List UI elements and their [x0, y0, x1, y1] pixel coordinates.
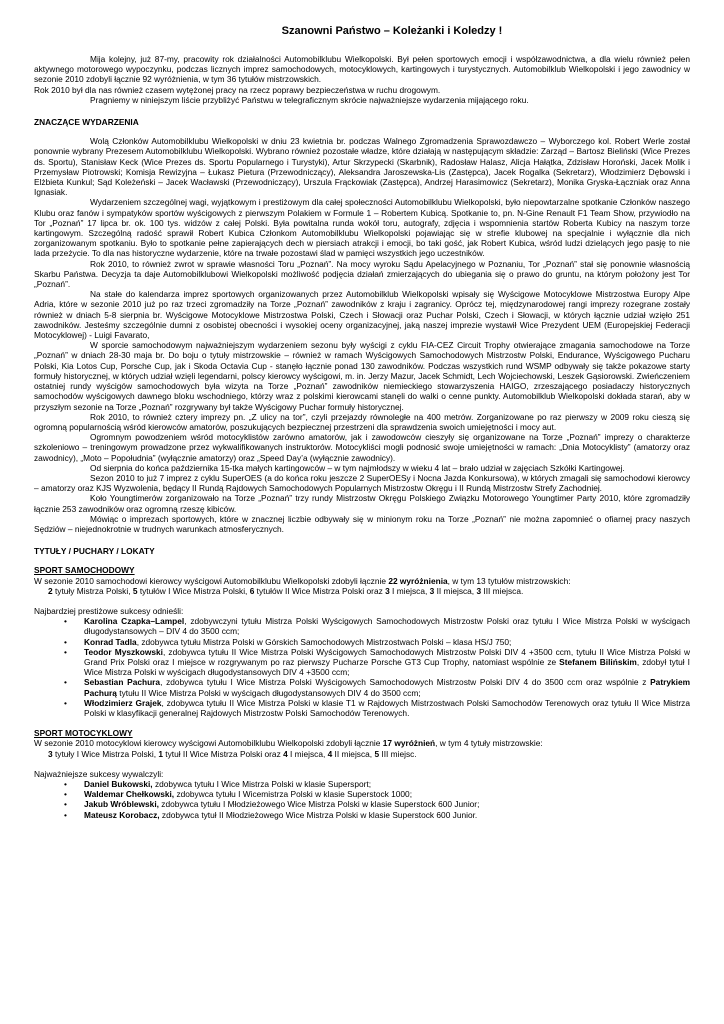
events-paragraph: Wolą Członków Automobilklubu Wielkopolski w dniu 23 kwietnia br. podczas Walnego Zgromadzenia Sprawozdawczo – Wyborczego kol. Robert Werle został ponownie wybrany Prezesem Automobilklubu Wielkopolski. Wybrano również pozostałe władze, które działają w następującym składzie: Zarząd – Bartosz Bieliński (Wice Prezes ds. Sportu), Stanisław Keck (Wice Prezes ds. Sportu Popularnego i Turystyki), Artur Skrzypecki (Skarbnik), Radosław Halasz, Alicja Hałątka, Zdzisław Horoński, Jacek Molik i Przemysław Piotrowski; Komisja Rewizyjna – Łukasz Pietura (Przewodniczący), Aleksandra Jaroszewska-Lis (Zastępca), Jacek Rogalka (Sekretarz), Włodzimierz Dębowski i Elżbieta Kunkul; Sąd Koleżeński – Jacek Wacławski (Przewodniczący), Urszula Frąckowiak (Zastępca), Andrzej Harasimowicz (Sekretarz), Monika Gryska-Łączniak oraz Anna Ignasiak.	[34, 136, 690, 198]
events-paragraph: Sezon 2010 to już 7 imprez z cyklu SuperOES (a do końca roku jeszcze 2 SuperOESy i Nocna Jazda Konkursowa), w których zmagali się samochodowi kierowcy – amatorzy oraz KJS Wyzwolenia, będący II Rundą Rajdowych Samochodowych Popularnych Mistrzostw Okręgu i II Rundą Mistrzostw Strefy Zachodniej.	[34, 472, 690, 494]
moto-sport-list	[34, 779, 690, 820]
events-paragraph: Koło Youngtimerów zorganizowało na Torze „Poznań” trzy rundy Mistrzostw Okręgu Polskiego Związku Motorowego Youngtimer Party 2010, które zgromadziły łącznie 253 zawodników oraz ogromną rzeszę kibiców.	[34, 493, 690, 514]
events-paragraph: Na stałe do kalendarza imprez sportowych organizowanych przez Automobilklub Wielkopolski wpisały się Wyścigowe Motocyklowe Mistrzostwa Europy Alpe Adria, które w sezonie 2010 już po raz trzeci zgromadziły na Torze „Poznań” zawodników z kraju i zagranicy. Oprócz tej, międzynarodowej rangi imprezy rozegrane zostały również w dniach 5-8 sierpnia br. Wyścigowe Motocyklowe Mistrzostwa Polski, Czech i Słowacji oraz Puchar Polski, Czech i Słowacji, w których łącznie udział wzięło 251 zawodników. Jesteśmy szczególnie dumni z osobistej obecności i wysokiej oceny organizacyjnej, jaką naszej imprezie wystawił Wice Prezydent UEM (Europejskiej Federacji Motocyklowej) - Luigi Favarato,	[34, 289, 690, 341]
events-paragraph: Mówiąc o imprezach sportowych, które w znacznej liczbie odbywały się w minionym roku na Torze „Poznań” nie można zapomnieć o ofiarnej pracy naszych Sędziów – niejednokrotnie w trudnych warunkach atmosferycznych.	[34, 513, 690, 534]
titles-heading: TYTUŁY / PUCHARY / LOKATY	[34, 546, 155, 557]
bullet-icon: •	[64, 809, 67, 820]
bullet-icon: •	[64, 677, 67, 688]
list-item: • Waldemar Chełkowski, zdobywca tytułu I Wicemistrza Polski w klasie Superstock 1000;	[64, 789, 413, 800]
intro-paragraph-1: Mija kolejny, już 87-my, pracowity rok działalności Automobilklubu Wielkopolski. Był pełen sportowych emocji i współzawodnictwa, a dla wielu również pełen aktywnego motorowego wypoczynku, podczas licznych imprez samochodowych, motocyklowych, kartingowych i turystycznych. Automobilklub Wielkopolski i jego zawodnicy w sezonie 2010 zdobyli łącznie 92 wyróżnienia, w tym 36 tytułów mistrzowskich.	[34, 54, 690, 85]
events-paragraph: W sporcie samochodowym najważniejszym wydarzeniem sezonu były wyścigi z cyklu FIA-CEZ Circuit Trophy otwierające zmagania samochodowe na Torze „Poznań” w dniach 28-30 maja br. Do boju o tytuły mistrzowskie – również w ramach Wyścigowych Samochodowych Mistrzostw Polski, Endurance, Wyścigowego Pucharu Polski, Kia Lotos Cup, Porsche Cup, jak i Skoda Octavia Cup - stanęło łącznie ponad 130 zawodników. Podczas wszystkich rund WSMP odbywały się także pokazowe starty formuły historycznej, w których udział wzięli legendarni, polscy kierowcy wyścigowi, m. in. Jerzy Mazur, Jacek Schmidt, Lech Wojciechowski, Leszek Gąsiorowski. Zwieńczeniem ostatniej rundy wyścigów samochodowych była wizyta na Torze „Poznań” zawodników niemieckiego stowarzyszenia HAIGO, zrzeszającego posiadaczy historycznych samochodów wyścigowych dawnego bloku wschodniego, którzy wraz z polskimi kierowcami stanęli do walki o cenne punkty. Automobilklub Wielkopolski dokłada starań, aby w przyszłym sezonie na Torze „Poznań” rozgrywany był także Wyścigowy Puchar formuły historycznej.	[34, 340, 690, 412]
list-item: • Daniel Bukowski, zdobywca tytułu I Wice Mistrza Polski w klasie Supersport;	[64, 779, 372, 789]
bullet-icon: •	[64, 779, 67, 789]
list-item: • Sebastian Pachura, zdobywca tytułu I Wice Mistrza Polski Wyścigowych Samochodowych Mistrzostw Polski DIV 4 do 3500 ccm oraz wspólnie z Patrykiem Pachurą tytułu II Wice Mistrza Polski w wyścigach długodystansowych DIV 4 do 3500 ccm;	[64, 677, 690, 698]
bullet-icon: •	[64, 646, 67, 657]
car-sport-counts: 2 tytuły Mistrza Polski, 5 tytułów I Wice Mistrza Polski, 6 tytułów II Wice Mistrza Polski oraz 3 I miejsca, 3 II miejsca, 3 III miejsca.	[48, 585, 524, 596]
moto-sport-counts: 3 tytuły I Wice Mistrza Polski, 1 tytuł II Wice Mistrza Polski oraz 4 I miejsca, 4 II miejsca, 5 III miejsc.	[48, 748, 417, 759]
list-item: • Jakub Wróblewski, zdobywca tytułu I Młodzieżowego Wice Mistrza Polski w klasie Superstock 600 Junior;	[64, 799, 480, 810]
letter-title: Szanowni Państwo – Koleżanki i Koledzy !	[281, 25, 503, 37]
car-sport-summary: W sezonie 2010 samochodowi kierowcy wyścigowi Automobilklubu Wielkopolski zdobyli łącznie 22 wyróżnienia, w tym 13 tytułów mistrzowskich:	[34, 575, 571, 586]
moto-sport-intro: Najważniejsze sukcesy wywalczyli:	[34, 768, 164, 779]
moto-sport-summary: W sezonie 2010 motocyklowi kierowcy wyścigowi Automobilklubu Wielkopolski zdobyli łącznie 17 wyróżnień, w tym 4 tytuły mistrzowskie:	[34, 738, 543, 749]
moto-sport-heading: SPORT MOTOCYKLOWY	[34, 728, 133, 739]
events-heading: ZNACZĄCE WYDARZENIA	[34, 117, 139, 128]
bullet-icon: •	[64, 799, 67, 810]
car-sport-heading: SPORT SAMOCHODOWY	[34, 565, 135, 576]
events-paragraph: Od sierpnia do końca października 15-tka małych kartingowców – w tym najmłodszy w wieku 4 lat – brało udział w zajęciach Szkółki Kartingowej.	[90, 462, 625, 473]
list-item: • Teodor Myszkowski, zdobywca tytułu II Wice Mistrza Polski Wyścigowych Samochodowych Mistrzostw Polski DIV 4 +3500 ccm, tytułu II Wice Mistrza Polski w Grand Prix Polski oraz I miejsce w rozgrywanym po raz pierwszy Pucharze Porsche GT3 Cup Trophy, natomiast wspólnie ze Stefanem Bilińskim, zdobył tytuł I Wice Mistrza Polski w wyścigach długodystansowych DIV 4 +3500 ccm;	[64, 646, 691, 678]
list-item: • Mateusz Korobacz, zdobywca tytuł II Młodzieżowego Wice Mistrza Polski w klasie Superstock 600 Junior.	[64, 809, 478, 820]
bullet-icon: •	[64, 636, 67, 647]
intro-paragraph-2: Rok 2010 był dla nas również czasem wytężonej pracy na rzecz poprawy bezpieczeństwa w ruchu drogowym.	[34, 84, 441, 95]
events-paragraph: Wydarzeniem szczególnej wagi, wyjątkowym i prestiżowym dla całej społeczności Automobilklubu Wielkopolski, było niepowtarzalne spotkanie Członków naszego Klubu oraz fanów i sympatyków sportów wyścigowych z pierwszym Polakiem w Formule 1 – Robertem Kubicą. Spotkanie to, pn. N-Gine Renault F1 Team Show, przywiodło na Tor „Poznań” 17 lipca br. ok. 100 tys. widzów z całej Polski. Była powitalna runda wokół toru, autografy, zdjęcia i wspomnienia startów Roberta Kubicy na naszym torze kartingowym. Szczególną radość sprawił Robert Kubica Członkom Automobilklubu Wielkopolski pojawiając się w strefie klubowej na specjalnie i wyłącznie dla nich zorganizowanym spotkaniu. Było to spotkanie pełne zapierających dech w piersiach atrakcji i emocji, bo taki gość, jak Robert Kubica, wśród ludzi dzielących jego pasję to nie lada przeżycie. To dla nas historyczne wydarzenie, które na trwałe pozostawi ślad w pamięci wszystkich jego uczestników.	[34, 197, 690, 259]
bullet-icon: •	[64, 789, 67, 800]
events-paragraph: Ogromnym powodzeniem wśród motocyklistów zarówno amatorów, jak i zawodowców cieszyły się organizowane na Torze „Poznań” imprezy o charakterze szkoleniowo – treningowym prowadzone przez wykwalifikowanych instruktorów. Motocykliści mogli podnosić swoje umiejętności w ramach: „Dnia Motocyklisty” (amatorzy oraz zawodnicy), „Moto – Popołudnia” (wyłącznie amatorzy) oraz „Speed Day’a (wyłącznie zawodnicy).	[34, 432, 690, 463]
list-item: • Włodzimierz Grajek, zdobywca tytułu II Wice Mistrza Polski w klasie T1 w Rajdowych Mistrzostwach Polski Samochodów Terenowych oraz tytułu II Wice Mistrza Polski w klasyfikacji generalnej Rajdowych Mistrzostw Polski Samochodów Terenowych.	[64, 697, 690, 718]
events-paragraph: Rok 2010, to również cztery imprezy pn. „Z ulicy na tor”, czyli przejazdy równoległe na 400 metrów. Zorganizowane po raz pierwszy w 2009 roku cieszą się ogromną popularnością wśród kierowców amatorów, poszukujących bezpiecznej przestrzeni dla sprawdzenia swoich umiejętności i mocy aut.	[34, 411, 690, 432]
car-sport-list	[34, 616, 690, 718]
list-item: • Karolina Czapka–Lampel, zdobywczyni tytułu Mistrza Polski Wyścigowych Samochodowych Mistrzostw Polski oraz tytułu I Wice Mistrza Polski w wyścigach długodystansowych – DIV 4 do 3500 ccm;	[64, 616, 690, 637]
events-paragraph: Rok 2010, to również zwrot w sprawie własności Toru „Poznań”. Na mocy wyroku Sądu Apelacyjnego w Poznaniu, Tor „Poznań” stał się ponownie własnością Skarbu Państwa. Decyzja ta daje Automobilklubowi Wielkopolski możliwość podjęcia działań zmierzających do ubiegania się o prawo do gruntu, na którym położony jest Tor „Poznań”.	[34, 258, 690, 290]
bullet-icon: •	[64, 616, 67, 627]
list-item: • Konrad Tadla, zdobywca tytułu Mistrza Polski w Górskich Samochodowych Mistrzostwach Polski – klasa HS/J 750;	[64, 636, 512, 647]
bullet-icon: •	[64, 697, 67, 708]
intro-paragraph-3: Pragniemy w niniejszym liście przybliżyć Państwu w telegraficznym skrócie najważniejsze wydarzenia mijającego roku.	[90, 94, 529, 105]
car-sport-intro: Najbardziej prestiżowe sukcesy odnieśli:	[34, 605, 184, 616]
